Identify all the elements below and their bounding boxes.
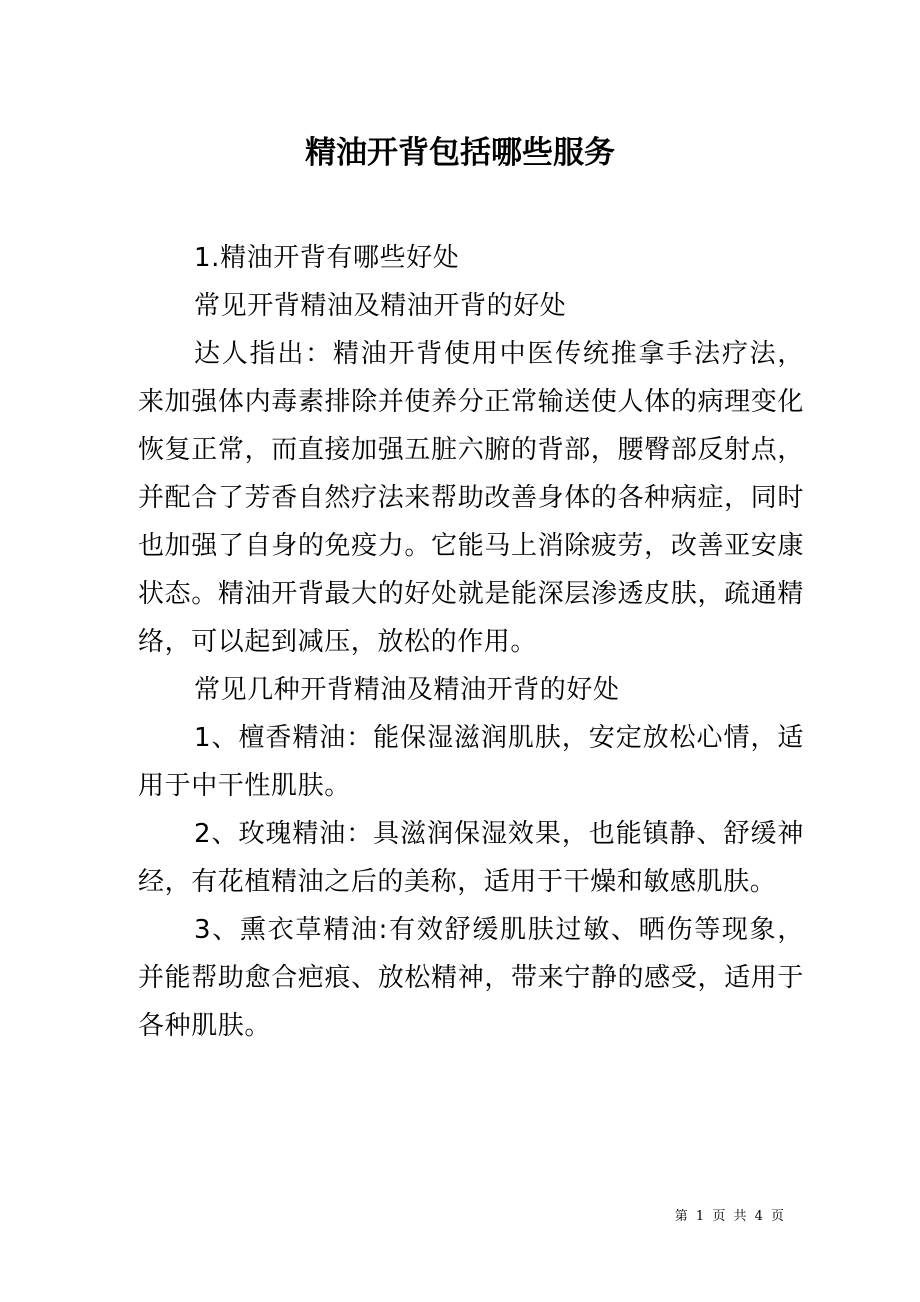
paragraph-5: 1、檀香精油：能保湿滋润肌肤，安定放松心情，适用于中干性肌肤。	[138, 723, 804, 801]
paragraph-2: 常见开背精油及精油开背的好处	[194, 291, 567, 321]
paragraph-6: 2、玫瑰精油：具滋润保湿效果，也能镇静、舒缓神经，有花植精油之后的美称，适用于干燥和敏感肌肤。	[138, 819, 804, 897]
paragraph-7: 3、熏衣草精油:有效舒缓肌肤过敏、晒伤等现象，并能帮助愈合疤痕、放松精神，带来宁静的感受，适用于各种肌肤。	[138, 915, 804, 1041]
paragraph-3: 达人指出：精油开背使用中医传统推拿手法疗法，来加强体内毒素排除并使养分正常输送使人体的病理变化恢复正常，而直接加强五脏六腑的背部，腰臀部反射点，并配合了芳香自然疗法来帮助改善身体的各种病症，同时也加强了自身的免疫力。它能马上消除疲劳，改善亚安康状态。精油开背最大的好处就是能深层渗透皮肤，疏通精络，可以起到减压，放松的作用。	[138, 339, 804, 657]
document-title: 精油开背包括哪些服务	[305, 135, 615, 171]
paragraph-1: 1.精油开背有哪些好处	[194, 243, 460, 273]
paragraph-4: 常见几种开背精油及精油开背的好处	[194, 675, 620, 705]
page-number-footer: 第 1 页 共 4 页	[674, 1209, 784, 1224]
document-body	[138, 234, 804, 1050]
